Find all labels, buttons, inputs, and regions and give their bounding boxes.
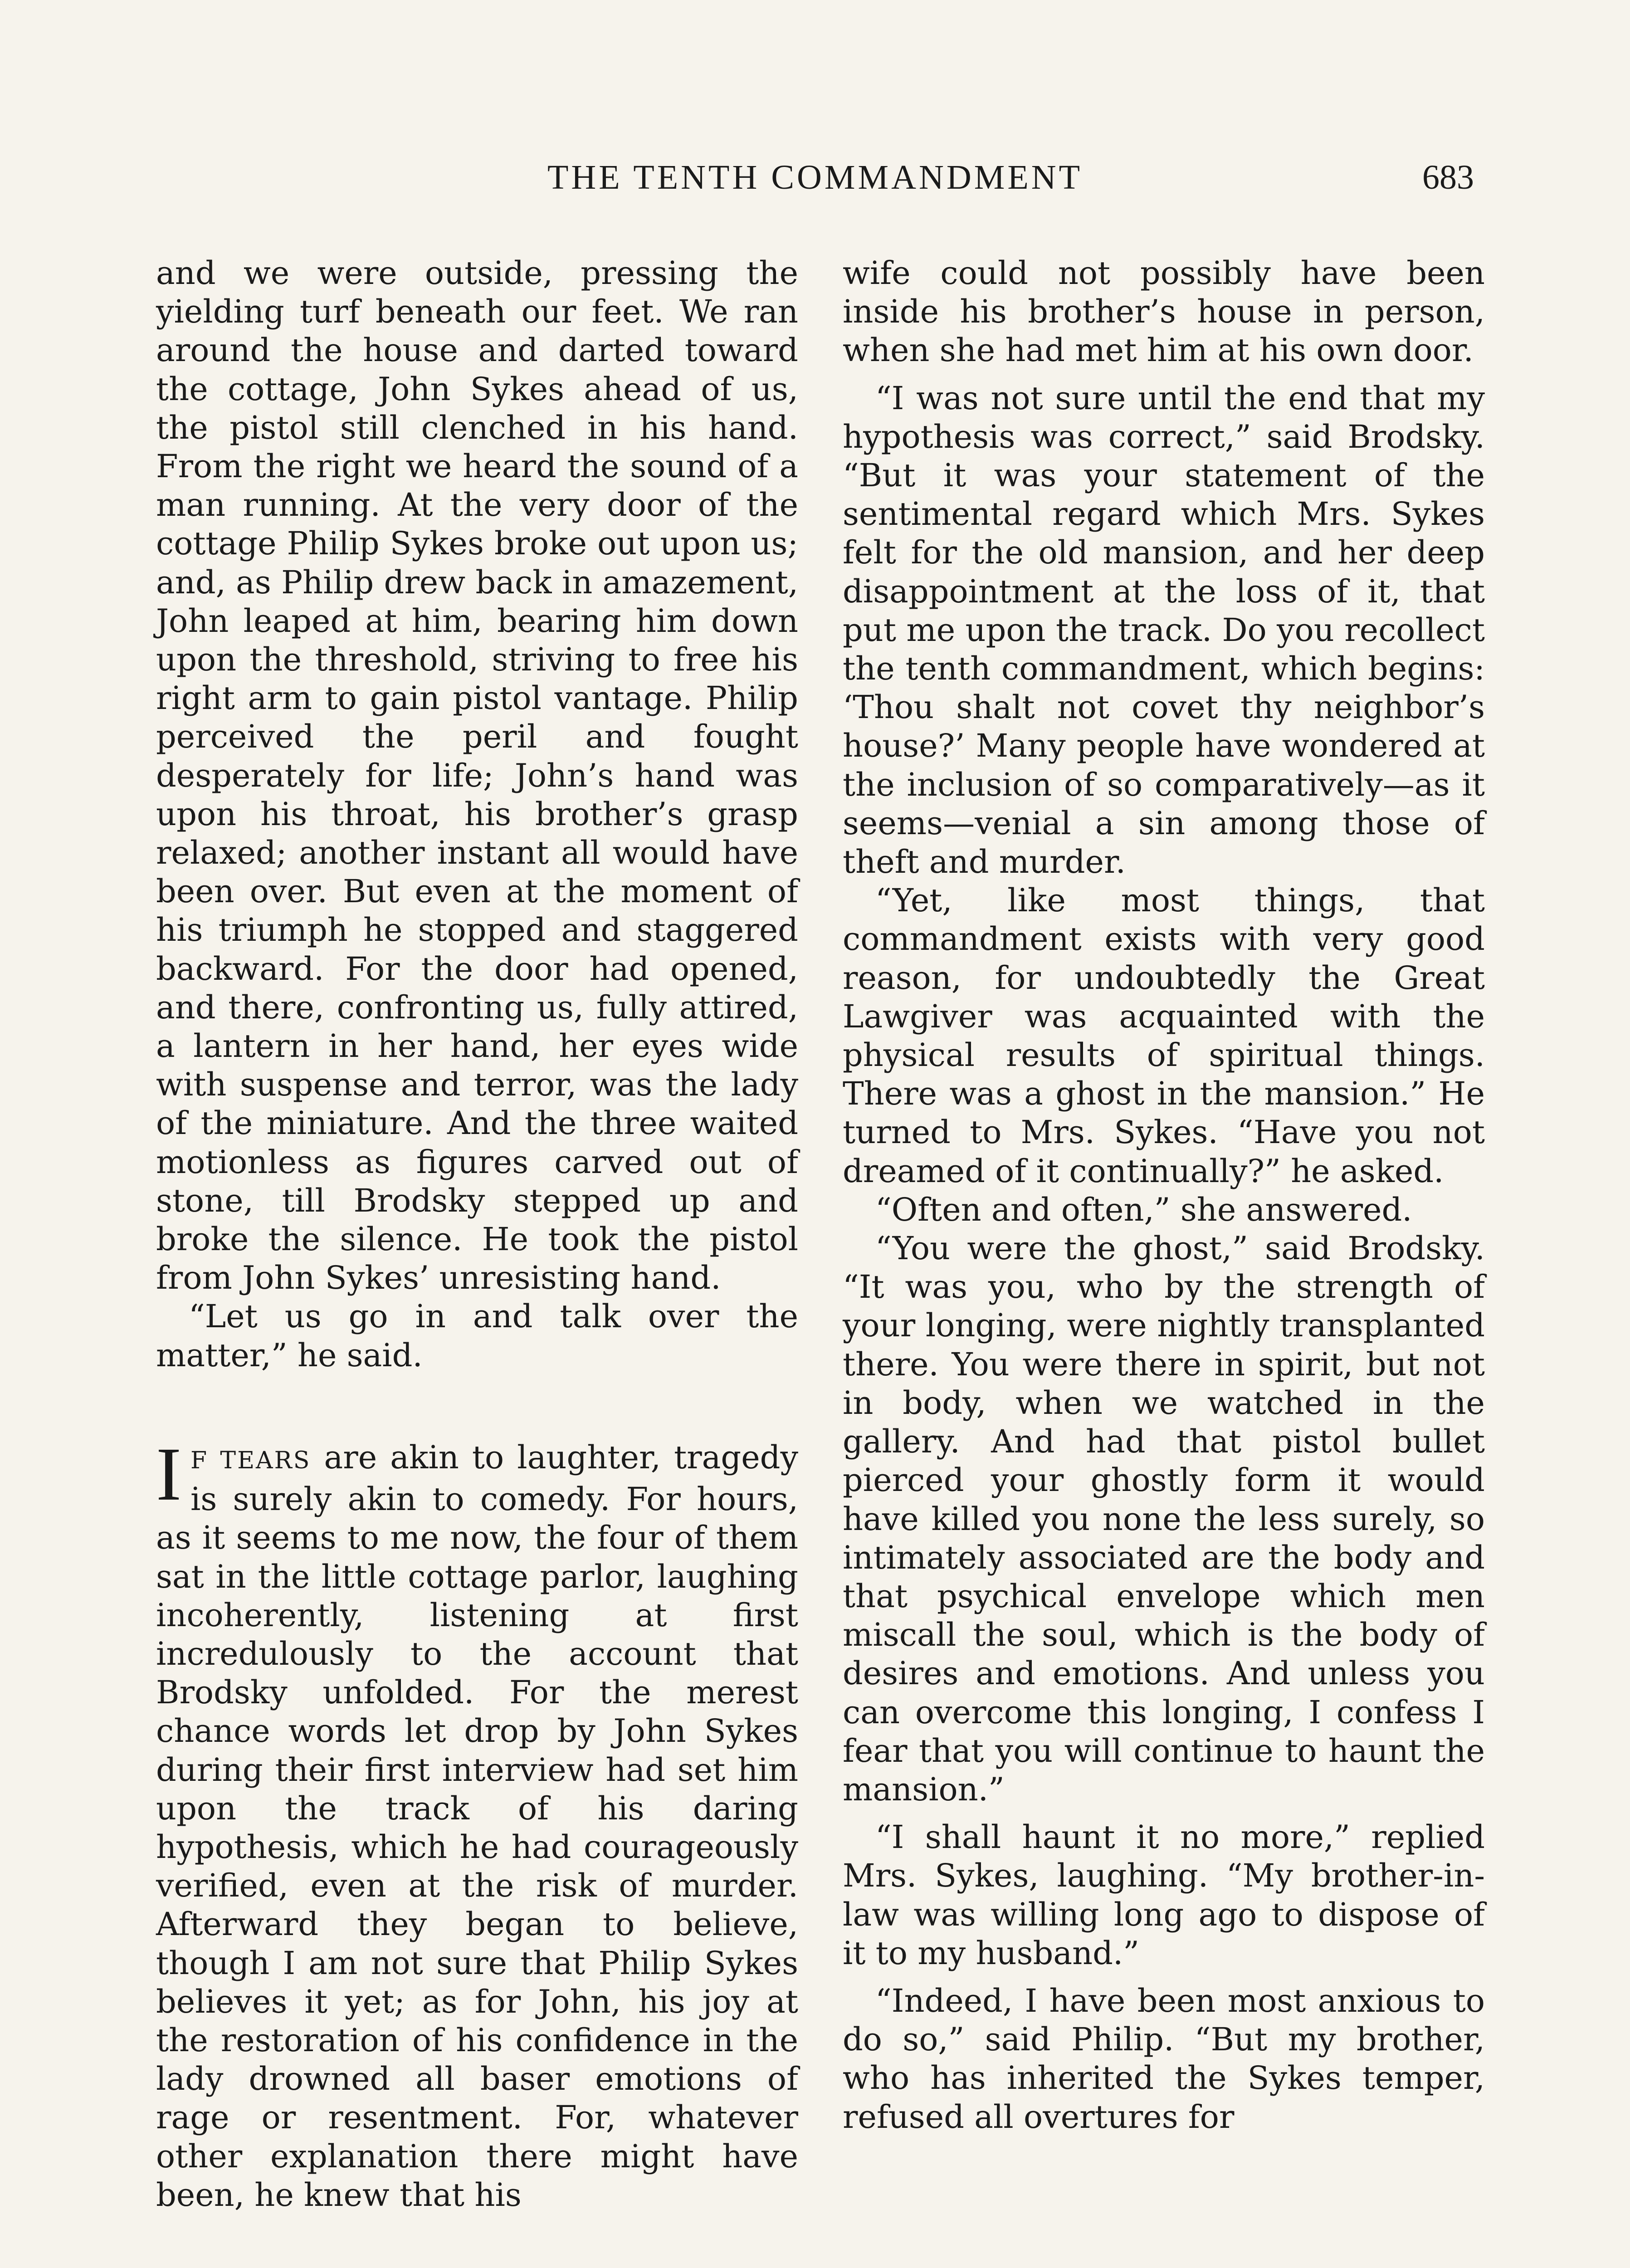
section-break <box>156 1375 798 1438</box>
paragraph-text: are akin to laughter, tragedy is surely akin to comedy. For hours, as it seems to me now, the four of them sat in the little cottage parlor, laughing incoherently, listening at first incredulously to the account that Brodsky unfolded. For the merest chance words let drop by John Sykes during their first interview had set him upon the track of his daring hypothesis, which he had courageously verified, even at the risk of murder. Afterward they began to believe, though I am not sure that Philip Sykes believes it yet; as for John, his joy at the restoration of his confidence in the lady drowned all baser emotions of rage or resentment. For, whatever other explanation there might have been, he knew that his <box>156 1438 798 2214</box>
running-title: THE TENTH COMMANDMENT <box>547 158 1083 196</box>
paragraph: and we were outside, pressing the yielding turf beneath our feet. We ran around the house and darted toward the cottage, John Sykes ahead of us, the pistol still clenched in his hand. From the right we heard the sound of a man running. At the very door of the cottage Philip Sykes broke out upon us; and, as Philip drew back in amazement, John leaped at him, bearing him down upon the threshold, striving to free his right arm to gain pistol vantage. Philip perceived the peril and fought desperately for life; John’s hand was upon his throat, his brother’s grasp relaxed; another instant all would have been over. But even at the moment of his triumph he stopped and staggered backward. For the door had opened, and there, confronting us, fully attired, a lantern in her hand, her eyes wide with suspense and terror, was the lady of the miniature. And the three waited motionless as figures carved out of stone, till Brodsky stepped up and broke the silence. He took the pistol from John Sykes’ unresisting hand. <box>156 254 798 1297</box>
paragraph: “I shall haunt it no more,” replied Mrs. Sykes, laughing. “My brother-in-law was willing long ago to dispose of it to my husband.” <box>843 1818 1485 1972</box>
paragraph: “Yet, like most things, that commandment exists with very good reason, for undoubtedly the Great Lawgiver was acquainted with the physical results of spiritual things. There was a ghost in the mansion.” He turned to Mrs. Sykes. “Have you not dreamed of it continually?” he asked. <box>843 882 1485 1190</box>
paragraph: wife could not possibly have been inside his brother’s house in person, when she had met him at his own door. <box>843 254 1485 369</box>
section-opening-paragraph <box>156 1432 798 2214</box>
right-column <box>843 254 1485 2136</box>
paragraph: “Indeed, I have been most anxious to do so,” said Philip. “But my brother, who has inherited the Sykes temper, refused all overtures for <box>843 1982 1485 2136</box>
drop-cap: I <box>156 1432 181 1516</box>
paragraph: “Often and often,” she answered. <box>875 1191 1412 1228</box>
page-number: 683 <box>1422 158 1474 196</box>
small-caps-lead: F TEARS <box>190 1447 311 1474</box>
paragraph: “You were the ghost,” said Brodsky. “It was you, who by the strength of your longing, were nightly transplanted there. You were there in spirit, but not in body, when we watched in the gallery. And had that pistol bullet pierced your ghostly form it would have killed you none the less surely, so intimately associated are the body and that psychical envelope which men miscall the soul, which is the body of desires and emotions. And unless you can overcome this longing, I confess I fear that you will continue to haunt the mansion.” <box>843 1230 1485 1808</box>
paragraph: “I was not sure until the end that my hypothesis was correct,” said Brodsky. “But it was your statement of the sentimental regard which Mrs. Sykes felt for the old mansion, and her deep disappointment at the loss of it, that put me upon the track. Do you recollect the tenth commandment, which begins: ‘Thou shalt not covet thy neighbor’s house?’ Many people have wondered at the inclusion of so comparatively—as it seems—venial a sin among those of theft and murder. <box>843 379 1485 881</box>
left-column <box>156 254 798 2214</box>
paragraph: “Let us go in and talk over the matter,” he said. <box>156 1298 798 1374</box>
